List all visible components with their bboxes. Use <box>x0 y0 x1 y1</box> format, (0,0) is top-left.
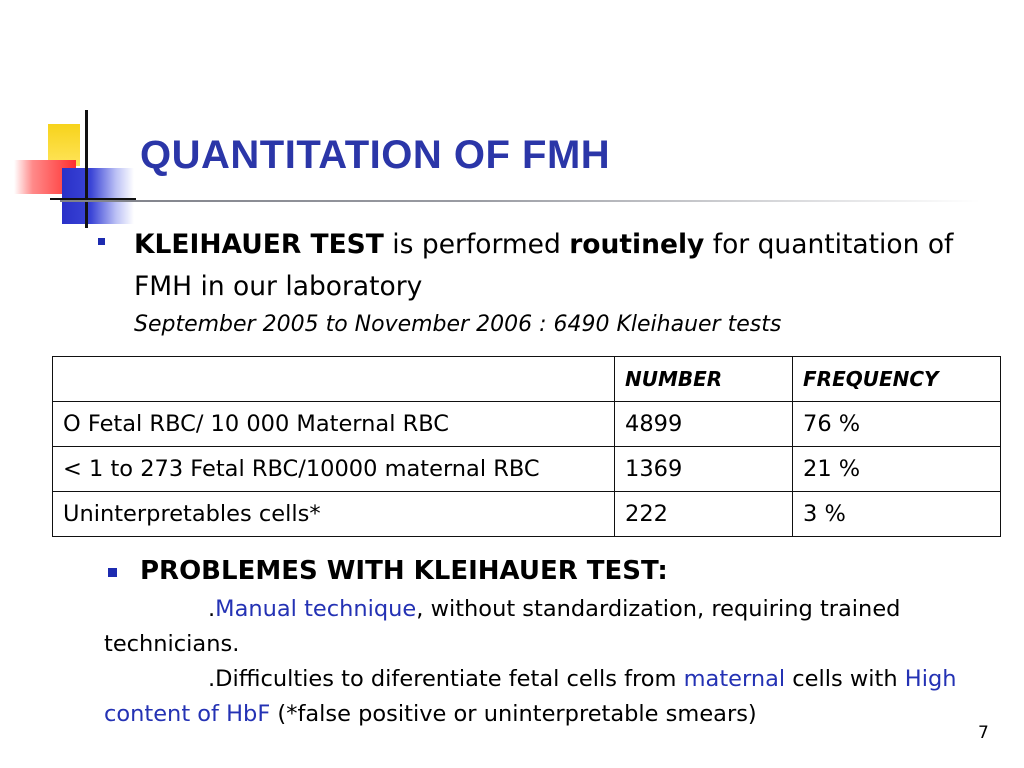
table-cell: 21 % <box>793 447 1001 492</box>
table-header-cell: FREQUENCY <box>793 357 1001 402</box>
problems-heading: PROBLEMES WITH KLEIHAUER TEST: <box>140 556 668 586</box>
slide-title: QUANTITATION OF FMH <box>140 133 611 177</box>
problem-1-prefix: . <box>208 596 216 622</box>
intro-bold-kleihauer: KLEIHAUER TEST <box>134 229 384 260</box>
intro-paragraph <box>134 224 994 308</box>
table-row <box>53 492 1001 537</box>
bullet-square-icon <box>108 568 117 577</box>
page-number: 7 <box>978 723 989 743</box>
table-cell: O Fetal RBC/ 10 000 Maternal RBC <box>53 402 615 447</box>
table-row <box>53 447 1001 492</box>
intro-bold-routinely: routinely <box>569 229 705 260</box>
table-cell: 76 % <box>793 402 1001 447</box>
problem-2-prefix: .Difficulties to diferentiate fetal cells from <box>208 666 684 692</box>
intro-text-1: is performed <box>383 229 570 260</box>
intro-text-2: for quantitation of FMH in our laboratory <box>134 229 954 302</box>
title-underline <box>60 200 980 202</box>
problem-1-text: , without standardization, requiring trained technicians. <box>104 596 901 657</box>
table-row <box>53 402 1001 447</box>
decorative-vertical-line <box>85 110 88 228</box>
results-table <box>52 356 1001 537</box>
problem-2-highlight-maternal: maternal <box>683 666 786 692</box>
bullet-square-icon <box>98 238 105 245</box>
table-cell: 1369 <box>615 447 793 492</box>
problem-2-text: (*false positive or uninterpretable smears) <box>270 701 757 727</box>
problem-2-highlight-hbf: High content of HbF <box>104 666 957 727</box>
table-cell: 4899 <box>615 402 793 447</box>
problem-2-mid: cells with <box>785 666 905 692</box>
decorative-blue-square <box>62 168 134 224</box>
table-header-cell: NUMBER <box>615 357 793 402</box>
table-cell: < 1 to 273 Fetal RBC/10000 maternal RBC <box>53 447 615 492</box>
table-cell: 222 <box>615 492 793 537</box>
table-cell: Uninterpretables cells* <box>53 492 615 537</box>
intro-subtitle: September 2005 to November 2006 : 6490 Kleihauer tests <box>134 312 782 337</box>
problem-1-highlight: Manual technique <box>215 596 417 622</box>
table-header-row <box>53 357 1001 402</box>
table-cell: 3 % <box>793 492 1001 537</box>
problems-body <box>104 592 984 732</box>
table-header-cell <box>53 357 615 402</box>
